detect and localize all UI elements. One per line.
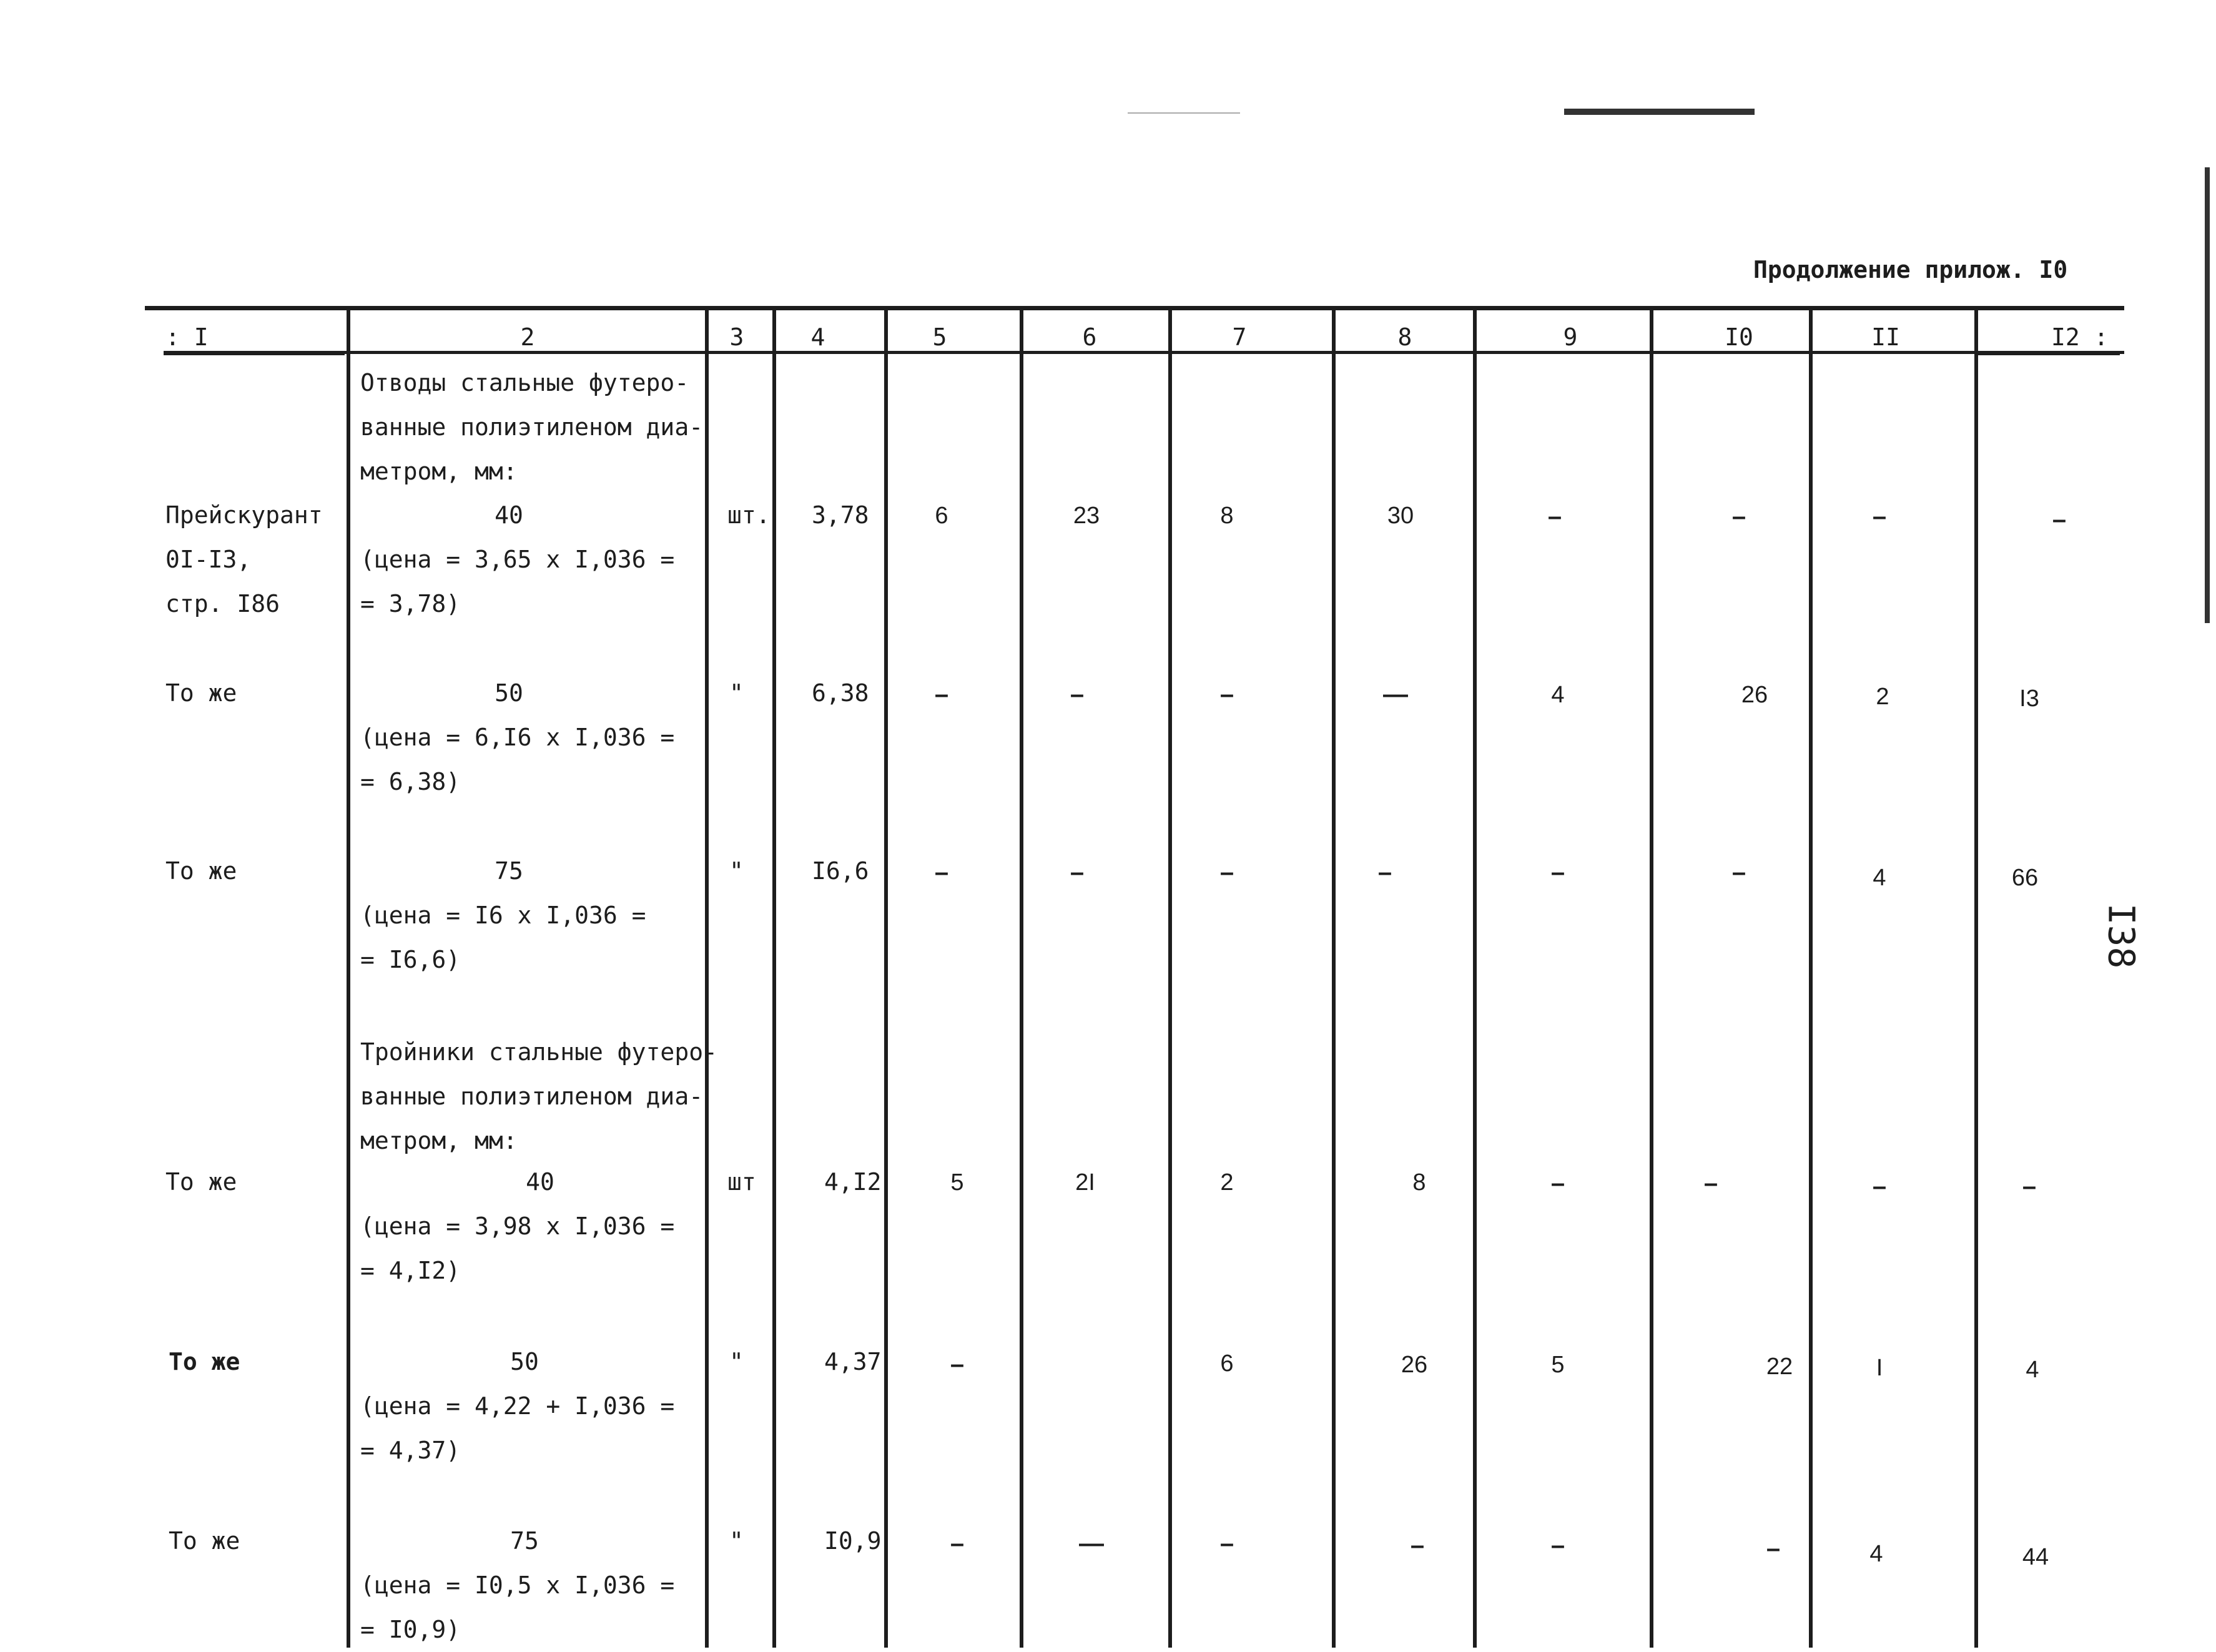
value-cell: – <box>1219 681 1234 708</box>
section-heading-line: Отводы стальные футеро- <box>360 369 689 396</box>
unit-price: 4,37 <box>824 1348 882 1375</box>
price-calc-line: = 4,37) <box>360 1437 461 1464</box>
item-size: 50 <box>495 679 523 707</box>
price-calc-line: = I0,9) <box>360 1616 461 1643</box>
value-cell: – <box>1070 681 1085 708</box>
value-cell: – <box>1070 858 1085 886</box>
column-rule <box>1332 306 1336 1648</box>
scan-mark-top-faint <box>1128 112 1240 114</box>
value-cell: 6 <box>1220 1350 1234 1377</box>
value-cell: 5 <box>1551 1352 1565 1378</box>
price-calc-line: (цена = 3,98 x I,036 = <box>360 1212 675 1240</box>
column-rule <box>1974 306 1978 1648</box>
column-header: 2 <box>520 323 535 351</box>
value-cell: 2 <box>1876 684 1889 710</box>
value-cell: 22 <box>1766 1354 1793 1380</box>
unit-price: 6,38 <box>812 679 869 707</box>
price-calc-line: = 6,38) <box>360 768 461 795</box>
section-heading-line: ванные полиэтиленом диа- <box>360 1083 704 1110</box>
source-line: То же <box>165 679 237 707</box>
value-cell: I3 <box>2019 686 2039 712</box>
column-rule <box>1020 306 1023 1648</box>
value-cell: — <box>1079 1530 1104 1557</box>
table-top-rule <box>145 306 2124 310</box>
column-header: 7 <box>1232 323 1247 351</box>
source-line: стр. I86 <box>165 590 280 617</box>
source-line: То же <box>165 1168 237 1196</box>
price-calc-line: (цена = 6,I6 x I,036 = <box>360 724 675 751</box>
scan-mark-right-edge <box>2205 167 2210 623</box>
value-cell: – <box>1731 858 1746 886</box>
value-cell: 4 <box>1551 682 1565 708</box>
value-cell: 8 <box>1220 503 1234 529</box>
unit: " <box>729 1348 744 1375</box>
price-calc-line: = I6,6) <box>360 946 461 973</box>
column-header: 3 <box>729 323 744 351</box>
column-header: I2 : <box>2051 323 2109 351</box>
item-size: 50 <box>510 1348 539 1375</box>
value-cell: – <box>1766 1535 1781 1562</box>
value-cell: – <box>1872 503 1887 530</box>
value-cell: 30 <box>1387 503 1414 529</box>
source-line: 0I-I3, <box>165 546 252 573</box>
price-calc-line: (цена = 3,65 x I,036 = <box>360 546 675 573</box>
price-calc-line: = 3,78) <box>360 590 461 617</box>
value-cell: 23 <box>1073 503 1100 529</box>
value-cell: 26 <box>1401 1352 1428 1378</box>
value-cell: – <box>1547 503 1562 530</box>
header-underline-right <box>1976 353 2120 355</box>
column-header: II <box>1871 323 1900 351</box>
value-cell: — <box>1383 681 1408 708</box>
value-cell: – <box>950 1350 965 1378</box>
unit: шт <box>727 1168 756 1196</box>
value-cell: 2I <box>1075 1169 1095 1196</box>
column-header: 6 <box>1082 323 1097 351</box>
column-header: I0 <box>1725 323 1753 351</box>
source-line: То же <box>169 1348 240 1375</box>
column-rule <box>884 306 888 1648</box>
column-header: 4 <box>810 323 825 351</box>
value-cell: – <box>1550 858 1565 886</box>
column-header: 9 <box>1563 323 1578 351</box>
value-cell: – <box>1219 858 1234 886</box>
value-cell: – <box>950 1530 965 1557</box>
value-cell: I <box>1876 1355 1883 1381</box>
column-rule <box>347 306 350 1648</box>
item-size: 75 <box>495 857 523 885</box>
unit-price: 3,78 <box>812 501 869 529</box>
section-heading-line: Тройники стальные футеро- <box>360 1038 717 1066</box>
column-rule <box>705 306 709 1648</box>
value-cell: 66 <box>2011 865 2039 891</box>
header-underline-left <box>164 353 345 355</box>
value-cell: – <box>1219 1530 1234 1557</box>
section-heading-line: метром, мм: <box>360 458 518 485</box>
price-calc-line: (цена = 4,22 + I,036 = <box>360 1392 675 1420</box>
value-cell: – <box>2022 1173 2037 1200</box>
column-header: 8 <box>1397 323 1412 351</box>
value-cell: – <box>1377 858 1392 886</box>
value-cell: – <box>1550 1169 1565 1197</box>
unit: " <box>729 679 744 707</box>
value-cell: – <box>1410 1532 1425 1559</box>
column-rule <box>772 306 776 1648</box>
section-heading-line: метром, мм: <box>360 1127 518 1154</box>
unit: " <box>729 857 744 885</box>
column-rule <box>1650 306 1653 1648</box>
unit: шт. <box>727 501 771 529</box>
column-rule <box>1473 306 1477 1648</box>
source-line: Прейскурант <box>165 501 323 529</box>
column-header: 5 <box>932 323 947 351</box>
column-rule <box>1809 306 1813 1648</box>
continuation-title: Продолжение прилож. I0 <box>1753 256 2068 283</box>
value-cell: 8 <box>1412 1169 1426 1196</box>
value-cell: 4 <box>1873 865 1886 891</box>
value-cell: – <box>1703 1169 1718 1197</box>
item-size: 40 <box>495 501 523 529</box>
value-cell: 44 <box>2022 1544 2049 1570</box>
value-cell: – <box>1550 1532 1565 1559</box>
item-size: 75 <box>510 1527 539 1555</box>
value-cell: – <box>934 858 949 886</box>
unit-price: I0,9 <box>824 1527 882 1555</box>
value-cell: 5 <box>950 1169 964 1196</box>
item-size: 40 <box>526 1168 554 1196</box>
source-line: То же <box>165 857 237 885</box>
value-cell: 26 <box>1741 682 1768 708</box>
header-bottom-rule <box>164 351 2124 354</box>
unit: " <box>729 1527 744 1555</box>
section-heading-line: ванные полиэтиленом диа- <box>360 413 704 441</box>
column-rule <box>1168 306 1172 1648</box>
value-cell: – <box>2052 506 2067 533</box>
value-cell: 4 <box>2026 1357 2039 1383</box>
column-header: : I <box>165 323 209 351</box>
page-number: I38 <box>2100 903 2143 969</box>
value-cell: – <box>1731 503 1746 530</box>
source-line: То же <box>169 1527 240 1555</box>
value-cell: – <box>934 681 949 708</box>
value-cell: 2 <box>1220 1169 1234 1196</box>
unit-price: 4,I2 <box>824 1168 882 1196</box>
price-calc-line: (цена = I6 x I,036 = <box>360 902 646 929</box>
value-cell: 4 <box>1869 1541 1883 1567</box>
price-calc-line: (цена = I0,5 x I,036 = <box>360 1571 675 1599</box>
value-cell: 6 <box>935 503 948 529</box>
unit-price: I6,6 <box>812 857 869 885</box>
price-calc-line: = 4,I2) <box>360 1257 461 1284</box>
value-cell: – <box>1872 1173 1887 1200</box>
scan-mark-top <box>1564 109 1755 115</box>
